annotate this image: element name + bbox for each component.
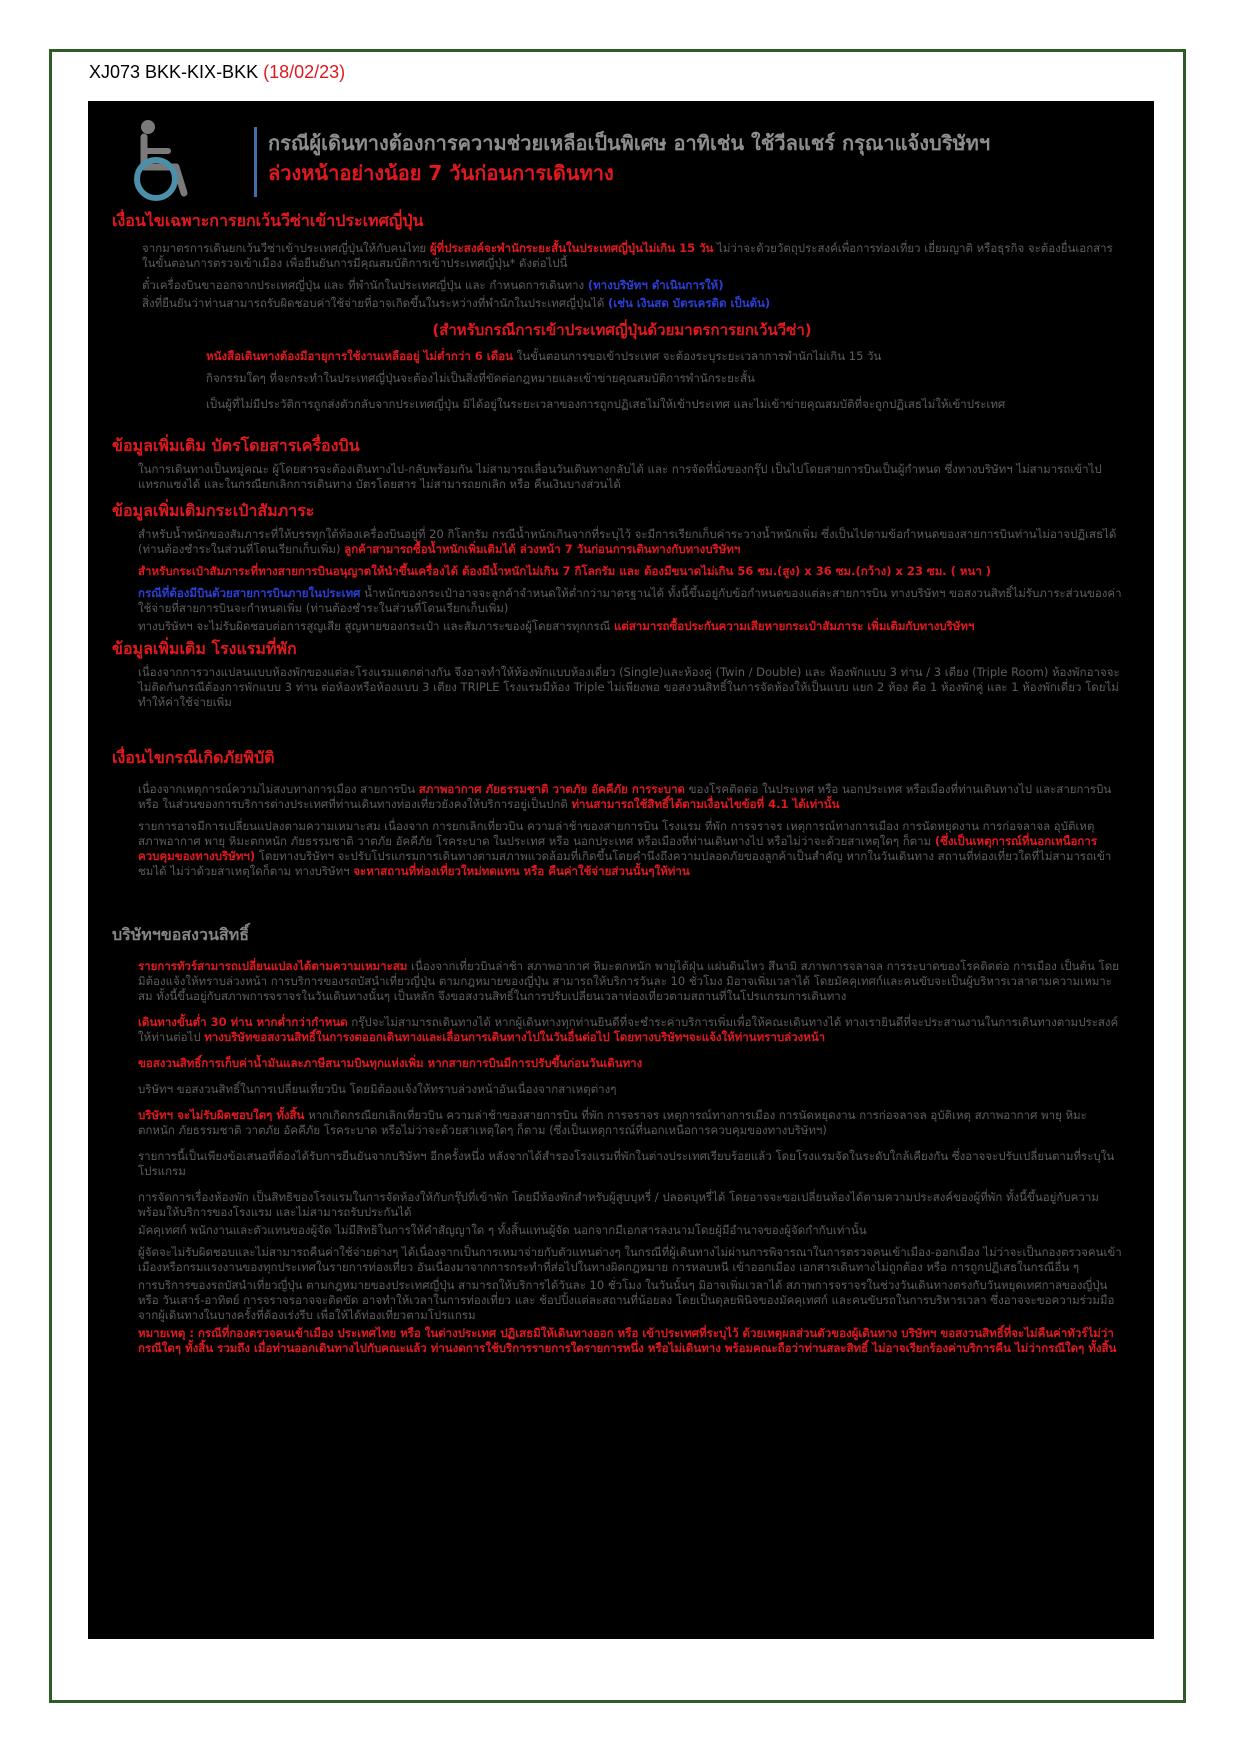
rights-flight-change: บริษัทฯ ขอสงวนสิทธิ์ในการเปลี่ยนเที่ยวบิน โดยมิต้องแจ้งให้ทราบล่วงหน้าอันเนื่องจากสาเหตุต่างๆ	[138, 1082, 617, 1096]
document-header	[89, 62, 345, 83]
disaster-policy: เนื่องจากเหตุการณ์ความไม่สงบทางการเมือง สายการบิน สภาพอากาศ ภัยธรรมชาติ วาตภัย อัคคีภัย การระบาด ของโรคติดต่อ ในประเทศ หรือ นอกประเทศ หรือเมืองที่ท่านเดินทางไป และสายการบิน หรือ ในส่วนของการบริการต่างประเทศที่ท่านเดินทางท่องเที่ยวยังคงให้บริการอยู่เป็นปกติ ท่านสามารถใช้สิทธิ์ได้ตามเงื่อนไขข้อที่ 4.1 ได้เท่านั้น	[138, 782, 1112, 811]
visa-intro: จากมาตรการเดินยกเว้นวีซ่าเข้าประเทศญี่ปุ่นให้กับคนไทย ผู้ที่ประสงค์จะพำนักระยะสั้นในประเทศญี่ปุ่นไม่เกิน 15 วัน ไม่ว่าจะด้วยวัตถุประสงค์เพื่อการท่องเที่ยว เยี่ยมญาติ หรือธุรกิจ จะต้องยื่นเอกสารในขั้นตอนการตรวจเข้าเมือง เพื่อยืนยันการมีคุณสมบัติการเข้าประเทศญี่ปุ่น* ดังต่อไปนี้	[142, 241, 1113, 270]
conditions-panel	[88, 101, 1154, 1639]
rights-remark: หมายเหตุ : กรณีที่กองตรวจคนเข้าเมือง ประเทศไทย หรือ ในต่างประเทศ ปฏิเสธมิให้เดินทางออก หรือ เข้าประเทศที่ระบุไว้ ด้วยเหตุผลส่วนตัวของผู้เดินทาง บริษัทฯ ขอสงวนสิทธิ์ที่จะไม่คืนค่าทัวร์ไม่ว่ากรณีใดๆ ทั้งสิ้น รวมถึง เมื่อท่านออกเดินทางไปกับคณะแล้ว ท่านงดการใช้บริการรายการใดรายการหนึ่ง หรือไม่เดินทาง พร้อมคณะถือว่าท่านสละสิทธิ์ ไม่อาจเรียกร้องค่าบริการคืน ไม่ว่ากรณีใดๆ ทั้งสิ้น	[138, 1326, 1117, 1355]
disaster-changes: รายการอาจมีการเปลี่ยนแปลงตามความเหมาะสม เนื่องจาก การยกเลิกเที่ยวบิน ความล่าช้าของสายการบิน โรงแรม ที่พัก การจราจร เหตุการณ์ทางการเมือง การนัดหยุดงาน การก่อจลาจล อุบัติเหตุ สภาพอากาศ พายุ หิมะตกหนัก ภัยธรรมชาติ วาตภัย อัคคีภัย โรคระบาด ในประเทศ หรือ นอกประเทศ หรือเมืองที่ท่านเดินทางไป หรือไม่ว่าจะด้วยสาเหตุใดๆ ก็ตาม (ซึ่งเป็นเหตุการณ์ที่นอกเหนือการควบคุมของทางบริษัทฯ) โดยทางบริษัทฯ จะปรับโปรแกรมการเดินทางตามสภาพแวดล้อมที่เกิดขึ้นโดยคำนึงถึงความปลอดภัยของลูกค้าเป็นสำคัญ หากในวันเดินทาง สถานที่ท่องเที่ยวใดที่ไม่สามารถเข้าชมได้ ไม่ว่าด้วยสาเหตุใดก็ตาม ทางบริษัทฯ จะหาสถานที่ท่องเที่ยวใหม่ทดแทน หรือ คืนค่าใช้จ่ายส่วนนั้นๆให้ท่าน	[138, 819, 1112, 878]
visa-condition-passport: หนังสือเดินทางต้องมีอายุการใช้งานเหลืออยู่ ไม่ต่ำกว่า 6 เดือน ในขั้นตอนการขอเข้าประเทศ จะต้องระบุระยะเวลาการพำนักไม่เกิน 15 วัน	[206, 349, 882, 363]
rights-bus-service: การบริการของรถบัสนำเที่ยวญี่ปุ่น ตามกฎหมายของประเทศญี่ปุ่น สามารถให้บริการได้วันละ 10 ชั่วโมง ในวันนั้นๆ มิอาจเพิ่มเวลาได้ สภาพการจราจรในช่วงวันเดินทางตรงกับวันหยุดเทศกาลของญี่ปุ่น หรือ วันเสาร์-อาทิตย์ การจราจรอาจจะติดขัด อาจทำให้เวลาในการท่องเที่ยว และ ช้อปปิ้งแต่ละสถานที่น้อยลง โดยเป็นดุลยพินิจของมัคคุเทศก์ และคนขับรถในการบริหารเวลา ซึ่งอาจจะขอความร่วมมือจากผู้เดินทางในบางครั้งที่ต้องเร่งรีบ เพื่อให้ได้ท่องเที่ยวตามโปรแกรม	[138, 1278, 1115, 1322]
baggage-heading: ข้อมูลเพิ่มเติมกระเป๋าสัมภาระ	[112, 501, 315, 520]
visa-heading: เงื่อนไขเฉพาะการยกเว้นวีซ่าเข้าประเทศญี่ปุ่น	[112, 211, 424, 230]
assistance-deadline: ล่วงหน้าอย่างน้อย 7 วันก่อนการเดินทาง	[268, 161, 614, 185]
hotel-info: เนื่องจากการวางแปลนแบบห้องพักของแต่ละโรงแรมแตกต่างกัน จึงอาจทำให้ห้องพักแบบห้องเดี่ยว (Single)และห้องคู่ (Twin / Double) และ ห้องพักแบบ 3 ท่าน / 3 เตียง (Triple Room) ห้องพักอาจจะไม่ติดกันกรณีต้องการพักแบบ 3 ท่าน ต่อห้องหรือห้องแบบ 3 เตียง TRIPLE โรงแรมมีห้อง Triple ไม่เพียงพอ ขอสงวนสิทธิ์ในการจัดห้องให้เป็นแบบ แยก 2 ห้อง คือ 1 ห้องพักคู่ และ 1 ห้องพักเดี่ยว โดยไม่ทำให้ค่าใช้จ่ายเพิ่ม	[138, 665, 1120, 709]
special-assistance-banner	[126, 115, 1126, 205]
rights-guide-promise: มัคคุเทศก์ พนักงานและตัวแทนของผู้จัด ไม่มีสิทธิในการให้คำสัญญาใด ๆ ทั้งสิ้นแทนผู้จัด นอกจากมีเอกสารลงนามโดยผู้มีอำนาจของผู้จัดกำกับเท่านั้น	[138, 1223, 867, 1237]
baggage-liability: ทางบริษัทฯ จะไม่รับผิดชอบต่อการสูญเสีย สูญหายของกระเป๋า และสัมภาระของผู้โดยสารทุกกรณี แต่สามารถซื้อประกันความเสียหายกระเป๋าสัมภาระ เพิ่มเติมกับทางบริษัทฯ	[138, 619, 975, 633]
rights-room-allocation: การจัดการเรื่องห้องพัก เป็นสิทธิของโรงแรมในการจัดห้องให้กับกรุ๊ปที่เข้าพัก โดยมีห้องพักสำหรับผู้สูบบุหรี่ / ปลอดบุหรี่ได้ โดยอาจจะขอเปลี่ยนห้องได้ตามความประสงค์ของผู้ที่พัก ทั้งนี้ขึ้นอยู่กับความพร้อมให้บริการของโรงแรม และไม่สามารถรับประกันได้	[138, 1190, 1099, 1219]
visa-requirement-funds: สิ่งที่ยืนยันว่าท่านสามารถรับผิดชอบค่าใช้จ่ายที่อาจเกิดขึ้นในระหว่างที่พำนักในประเทศญี่ปุ่นได้ (เช่น เงินสด บัตรเครดิต เป็นต้น)	[142, 296, 771, 310]
tour-date: (18/02/23)	[263, 62, 346, 82]
divider-bar	[254, 127, 257, 197]
baggage-checked: สำหรับน้ำหนักของสัมภาระที่ให้บรรทุกใต้ท้องเครื่องบินอยู่ที่ 20 กิโลกรัม กรณีน้ำหนักเกินจากที่ระบุไว้ จะมีการเรียกเก็บค่าระวางน้ำหนักเพิ่ม ซึ่งเป็นไปตามข้อกำหนดของสายการบินท่านไม่อาจปฏิเสธได้ (ท่านต้องชำระในส่วนที่โดนเรียกเก็บเพิ่ม) ลูกค้าสามารถซื้อน้ำหนักเพิ่มเติมได้ ล่วงหน้า 7 วันก่อนการเดินทางกับทางบริษัทฯ	[138, 527, 1117, 556]
rights-heading: บริษัทฯขอสงวนสิทธิ์	[112, 925, 249, 944]
rights-fuel-tax: ขอสงวนสิทธิ์การเก็บค่าน้ำมันและภาษีสนามบินทุกแห่งเพิ่ม หากสายการบินมีการปรับขึ้นก่อนวันเดินทาง	[138, 1056, 643, 1070]
hotel-heading: ข้อมูลเพิ่มเติม โรงแรมที่พัก	[112, 639, 297, 658]
disaster-heading: เงื่อนไขกรณีเกิดภัยพิบัติ	[112, 748, 275, 767]
rights-itinerary: รายการทัวร์สามารถเปลี่ยนแปลงได้ตามความเหมาะสม เนื่องจากเที่ยวบินล่าช้า สภาพอากาศ หิมะตกหนัก พายุไต้ฝุ่น แผ่นดินไหว สึนามิ สภาพการจลาจล การระบาดของโรคติดต่อ การเมือง เป็นต้น โดยมิต้องแจ้งให้ทราบล่วงหน้า การบริการของรถบัสนำเที่ยวญี่ปุ่น ตามกฎหมายของญี่ปุ่น สามารถให้บริการวันละ 10 ชั่วโมง มิอาจเพิ่มเวลาได้ โดยมัคคุเทศก์และคนขับจะเป็นผู้บริหารเวลาตามความเหมาะสม ทั้งนี้ขึ้นอยู่กับสภาพการจราจรในวันเดินทางนั้นๆ เป็นหลัก จึงขอสงวนสิทธิ์ในการปรับเปลี่ยนเวลาท่องเที่ยวตามสถานที่ในโปรแกรมการเดินทาง	[138, 959, 1119, 1003]
rights-minimum-group: เดินทางขั้นต่ำ 30 ท่าน หากต่ำกว่ากำหนด กรุ๊ปจะไม่สามารถเดินทางได้ หากผู้เดินทางทุกท่านยินดีที่จะชำระค่าบริการเพิ่มเพื่อให้คณะเดินทางได้ ทางเรายินดีที่จะประสานงานในการเดินทางตามประสงค์ให้ท่านต่อไป ทางบริษัทขอสงวนสิทธิ์ในการงดออกเดินทางและเลื่อนการเดินทางไปในวันอื่นต่อไป โดยทางบริษัทฯจะแจ้งให้ท่านทราบล่วงหน้า	[138, 1015, 1119, 1044]
visa-condition-history: เป็นผู้ที่ไม่มีประวัติการถูกส่งตัวกลับจากประเทศญี่ปุ่น มิได้อยู่ในระยะเวลาของการถูกปฏิเสธไม่ให้เข้าประเทศ และไม่เข้าข่ายคุณสมบัติที่จะถูกปฏิเสธไม่ให้เข้าประเทศ	[206, 397, 1006, 411]
tour-code: XJ073 BKK-KIX-BKK	[89, 62, 259, 82]
visa-requirement-ticket: ตั๋วเครื่องบินขาออกจากประเทศญี่ปุ่น และ ที่พำนักในประเทศญี่ปุ่น และ กำหนดการเดินทาง (ทางบริษัทฯ ดำเนินการให้)	[142, 278, 724, 292]
assistance-notice: กรณีผู้เดินทางต้องการความช่วยเหลือเป็นพิเศษ อาทิเช่น ใช้วีลแชร์ กรุณาแจ้งบริษัทฯ	[268, 131, 991, 155]
rights-immigration: ผู้จัดจะไม่รับผิดชอบและไม่สามารถคืนค่าใช้จ่ายต่างๆ ได้เนื่องจากเป็นการเหมาจ่ายกับตัวแทนต่างๆ ในกรณีที่ผู้เดินทางไม่ผ่านการพิจารณาในการตรวจคนเข้าเมือง-ออกเมือง ไม่ว่าจะเป็นกองตรวจคนเข้าเมืองหรือกรมแรงงานของทุกประเทศในรายการท่องเที่ยว อันเนื่องมาจากการกระทำที่ส่อไปในทางผิดกฎหมาย การหลบหนี เข้าออกเมือง เอกสารเดินทางไม่ถูกต้อง หรือ การถูกปฏิเสธในกรณีอื่น ๆ	[138, 1245, 1122, 1274]
ticket-info: ในการเดินทางเป็นหมู่คณะ ผู้โดยสารจะต้องเดินทางไป-กลับพร้อมกัน ไม่สามารถเลื่อนวันเดินทางกลับได้ และ การจัดที่นั่งของกรุ๊ป เป็นไปโดยสายการบินเป็นผู้กำหนด ซึ่งทางบริษัทฯ ไม่สามารถเข้าไปแทรกแซงได้ และในกรณียกเลิกการเดินทาง บัตรโดยสาร ไม่สามารถยกเลิก หรือ คืนเงินบางส่วนได้	[138, 462, 1102, 491]
baggage-carry-on: สำหรับกระเป๋าสัมภาระที่ทางสายการบินอนุญาตให้นำขึ้นเครื่องได้ ต้องมีน้ำหนักไม่เกิน 7 กิโลกรัม และ ต้องมีขนาดไม่เกิน 56 ซม.(สูง) x 36 ซม.(กว้าง) x 23 ซม. ( หนา )	[138, 564, 992, 578]
rights-confirmation: รายการนี้เป็นเพียงข้อเสนอที่ต้องได้รับการยืนยันจากบริษัทฯ อีกครั้งหนึ่ง หลังจากได้สำรองโรงแรมที่พักในต่างประเทศเรียบร้อยแล้ว โดยโรงแรมจัดในระดับใกล้เคียงกัน ซึ่งอาจจะปรับเปลี่ยนตามที่ระบุในโปรแกรม	[138, 1149, 1115, 1178]
visa-condition-activities: กิจกรรมใดๆ ที่จะกระทำในประเทศญี่ปุ่นจะต้องไม่เป็นสิ่งที่ขัดต่อกฎหมายและเข้าข่ายคุณสมบัติการพำนักระยะสั้น	[206, 371, 755, 385]
conditions-content	[112, 209, 1132, 1356]
ticket-heading: ข้อมูลเพิ่มเติม บัตรโดยสารเครื่องบิน	[112, 436, 360, 455]
baggage-domestic: กรณีที่ต้องมีบินด้วยสายการบินภายในประเทศ น้ำหนักของกระเป๋าอาจจะลูกค้าจำหนดให้ต่ำกว่ามาตรฐานได้ ทั้งนี้ขึ้นอยู่กับข้อกำหนดของแต่ละสายการบิน ทางบริษัทฯ ขอสงวนสิทธิ์ไม่รับภาระส่วนของค่าใช้จ่ายที่สายการบินจะกำหนดเพิ่ม (ท่านต้องชำระในส่วนที่โดนเรียกเก็บเพิ่ม)	[138, 586, 1122, 615]
visa-subheading: (สำหรับกรณีการเข้าประเทศญี่ปุ่นด้วยมาตรการยกเว้นวีซ่า)	[432, 321, 812, 339]
rights-no-liability: บริษัทฯ จะไม่รับผิดชอบใดๆ ทั้งสิ้น หากเกิดกรณียกเลิกเที่ยวบิน ความล่าช้าของสายการบิน ที่พัก การจราจร เหตุการณ์ทางการเมือง การนัดหยุดงาน การก่อจลาจล อุบัติเหตุ สภาพอากาศ พายุ หิมะตกหนัก ภัยธรรมชาติ วาตภัย อัคคีภัย โรคระบาด หรือไม่ว่าจะด้วยสาเหตุใดๆ ก็ตาม (ซึ่งเป็นเหตุการณ์ที่นอกเหนือการควบคุมของทางบริษัทฯ)	[138, 1108, 1087, 1137]
wheelchair-icon	[126, 115, 216, 205]
